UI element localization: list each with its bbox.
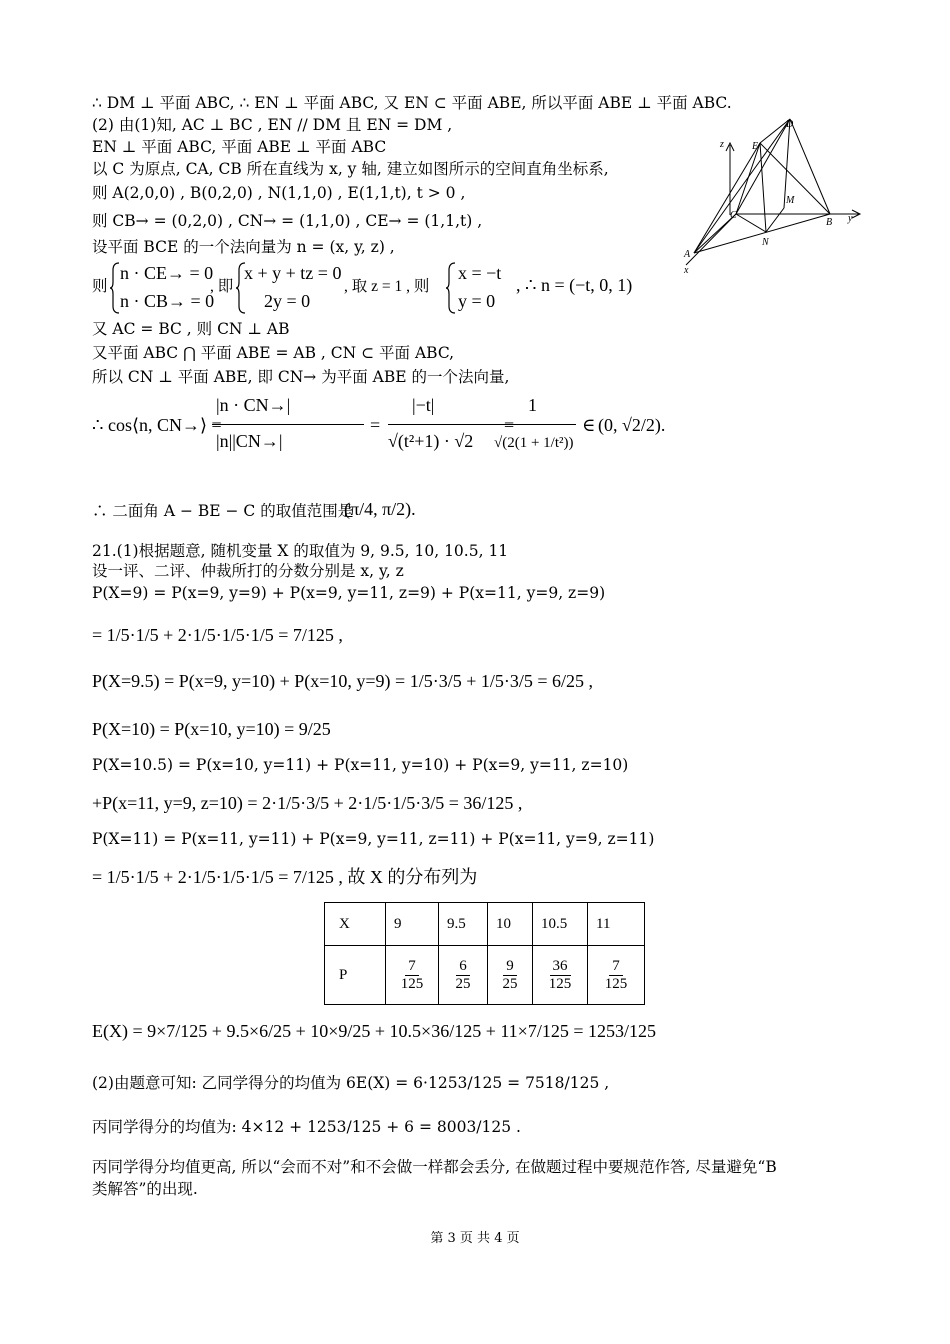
table-header-cell: 11 — [588, 903, 645, 946]
text-line: 则 A(2,0,0) , B(0,2,0) , N(1,1,0) , E(1,1,t), t > 0 , — [92, 184, 466, 202]
distribution-table — [324, 902, 645, 1005]
system-eq-a1: n · CE→ = 0 — [120, 263, 214, 283]
table-cell — [588, 946, 645, 1005]
prob-den: 25 — [455, 975, 471, 992]
label-a: A — [684, 249, 691, 260]
prob-num: 9 — [503, 958, 517, 976]
text-line: P(X=10.5) = P(x=10, y=11) + P(x=11, y=10) + P(x=9, y=11, z=10) — [92, 756, 629, 774]
frac-bar-2 — [388, 424, 498, 425]
dihedral-range: (π/4, π/2). — [344, 499, 416, 519]
frac-bar-1 — [212, 424, 364, 425]
text-line: (2) 由(1)知, AC ⊥ BC , EN // DM 且 EN = DM , — [92, 116, 453, 134]
system-eq-c2: y = 0 — [458, 291, 496, 311]
text-line: P(X=9) = P(x=9, y=9) + P(x=9, y=11, z=9) + P(x=11, y=9, z=9) — [92, 584, 606, 602]
frac-bar-3 — [496, 424, 576, 425]
p9-result: = 1/5·1/5 + 2·1/5·1/5·1/5 = 7/125 , — [92, 625, 343, 645]
label-b: B — [826, 217, 833, 228]
label-n: N — [762, 237, 769, 248]
label-z: z — [720, 139, 724, 150]
text-line: 丙同学得分均值更高, 所以“会而不对”和不会做一样都会丢分, 在做题过程中要规范作答, 尽量避免“B — [92, 1158, 777, 1176]
expectation-line: E(X) = 9×7/125 + 9.5×6/25 + 10×9/25 + 10.5×36/125 + 11×7/125 = 1253/125 — [92, 1021, 656, 1041]
prob-num: 7 — [405, 958, 419, 976]
prob-den: 125 — [548, 975, 572, 992]
system-mid2: , 取 z = 1 , 则 — [344, 278, 430, 295]
table-cell — [439, 946, 488, 1005]
edge-da — [694, 119, 790, 253]
x-axis — [686, 214, 736, 265]
eq-sign-1: = — [370, 415, 381, 435]
prob-num: 36 — [550, 958, 571, 976]
system-result: , ∴ n = (−t, 0, 1) — [516, 275, 633, 295]
text-line: 设平面 BCE 的一个法向量为 n = (x, y, z) , — [92, 238, 395, 256]
label-y: y — [848, 213, 853, 224]
text-line: P(X=11) = P(x=11, y=11) + P(x=9, y=11, z=11) + P(x=11, y=9, z=11) — [92, 830, 655, 848]
system-eq-a2: n · CB→ = 0 — [120, 291, 215, 311]
prob-den: 125 — [604, 975, 628, 992]
in-symbol: ∈ — [582, 415, 596, 435]
table-header-cell: 9.5 — [439, 903, 488, 946]
table-header-row — [325, 903, 645, 946]
part2-line: (2)由题意可知: 乙同学得分的均值为 6E(X) = 6·1253/125 = 7518/125 , — [92, 1074, 610, 1092]
text-line: 类解答”的出现. — [92, 1180, 198, 1198]
system-prefix: 则 — [92, 278, 108, 295]
table-cell — [533, 946, 588, 1005]
cos-range: (0, √2/2). — [598, 415, 666, 435]
p11-result: = 1/5·1/5 + 2·1/5·1/5·1/5 = 7/125 , 故 X 的分布列为 — [92, 867, 478, 887]
text-line: 又 AC = BC , 则 CN ⊥ AB — [92, 320, 290, 338]
prob-num: 6 — [456, 958, 470, 976]
dihedral-text: ∴ 二面角 A − BE − C 的取值范围是 — [92, 502, 354, 520]
text-line: 则 CB→ = (0,2,0) , CN→ = (1,1,0) , CE→ = (1,1,t) , — [92, 212, 483, 230]
left-brace-3 — [446, 262, 456, 314]
label-x: x — [684, 265, 689, 276]
table-header-cell: 10.5 — [533, 903, 588, 946]
edge-cn — [736, 214, 766, 232]
text-line: 以 C 为原点, CA, CB 所在直线为 x, y 轴, 建立如图所示的空间直角坐标系, — [92, 160, 609, 178]
text-line: EN ⊥ 平面 ABC, 平面 ABE ⊥ 平面 ABC — [92, 138, 387, 156]
text-line: ∴ DM ⊥ 平面 ABC, ∴ EN ⊥ 平面 ABC, 又 EN ⊂ 平面 ABE, 所以平面 ABE ⊥ 平面 ABC. — [92, 94, 732, 112]
label-m: M — [786, 195, 795, 206]
table-header-cell: 9 — [386, 903, 439, 946]
text-line: 所以 CN ⊥ 平面 ABE, 即 CN→ 为平面 ABE 的一个法向量, — [92, 368, 510, 386]
eq-sign-2: = — [504, 415, 515, 435]
label-d: D — [786, 119, 794, 130]
table-header-cell: 10 — [488, 903, 533, 946]
cos-frac3-num: 1 — [528, 395, 537, 415]
cos-frac2-den: √(t²+1) · √2 — [388, 431, 474, 451]
p95-line: P(X=9.5) = P(x=9, y=10) + P(x=10, y=9) = 1/5·3/5 + 1/5·3/5 = 6/25 , — [92, 671, 594, 691]
cos-frac2-num: |−t| — [412, 395, 435, 415]
system-eq-b2: 2y = 0 — [264, 291, 311, 311]
cos-frac1-den: |n||CN→| — [216, 431, 283, 451]
coordinate-figure — [680, 115, 870, 285]
edge-db — [790, 119, 830, 214]
cos-frac3-den: √(2(1 + 1/t²)) — [494, 435, 574, 451]
cos-frac1-num: |n · CN→| — [216, 395, 291, 415]
system-mid1: , 即 — [210, 278, 234, 295]
edge-eb — [760, 143, 830, 214]
table-header-cell: X — [325, 903, 386, 946]
label-e: E — [752, 141, 759, 152]
cos-lhs: ∴ cos⟨n, CN→⟩ = — [92, 415, 222, 435]
left-brace-1 — [110, 262, 120, 314]
label-c: C — [730, 210, 737, 221]
text-line: 又平面 ABC ⋂ 平面 ABE = AB , CN ⊂ 平面 ABC, — [92, 344, 455, 362]
system-eq-c1: x = −t — [458, 263, 502, 283]
text-line: 21.(1)根据题意, 随机变量 X 的取值为 9, 9.5, 10, 10.5, 11 — [92, 542, 509, 560]
p105-result: +P(x=11, y=9, z=10) = 2·1/5·3/5 + 2·1/5·1/5·3/5 = 36/125 , — [92, 793, 523, 813]
prob-num: 7 — [609, 958, 623, 976]
table-cell — [488, 946, 533, 1005]
edge-cd — [736, 119, 790, 214]
system-eq-b1: x + y + tz = 0 — [244, 263, 342, 283]
prob-den: 25 — [502, 975, 518, 992]
prob-den: 125 — [400, 975, 424, 992]
table-prob-row — [325, 946, 645, 1005]
table-row-label: P — [325, 946, 386, 1005]
p10-line: P(X=10) = P(x=10, y=10) = 9/25 — [92, 719, 331, 739]
text-line: 设一评、二评、仲裁所打的分数分别是 x, y, z — [92, 562, 404, 580]
page-footer: 第 3 页 共 4 页 — [430, 1231, 520, 1246]
bing-line: 丙同学得分的均值为: 4×12 + 1253/125 + 6 = 8003/125 . — [92, 1118, 521, 1136]
table-cell — [386, 946, 439, 1005]
